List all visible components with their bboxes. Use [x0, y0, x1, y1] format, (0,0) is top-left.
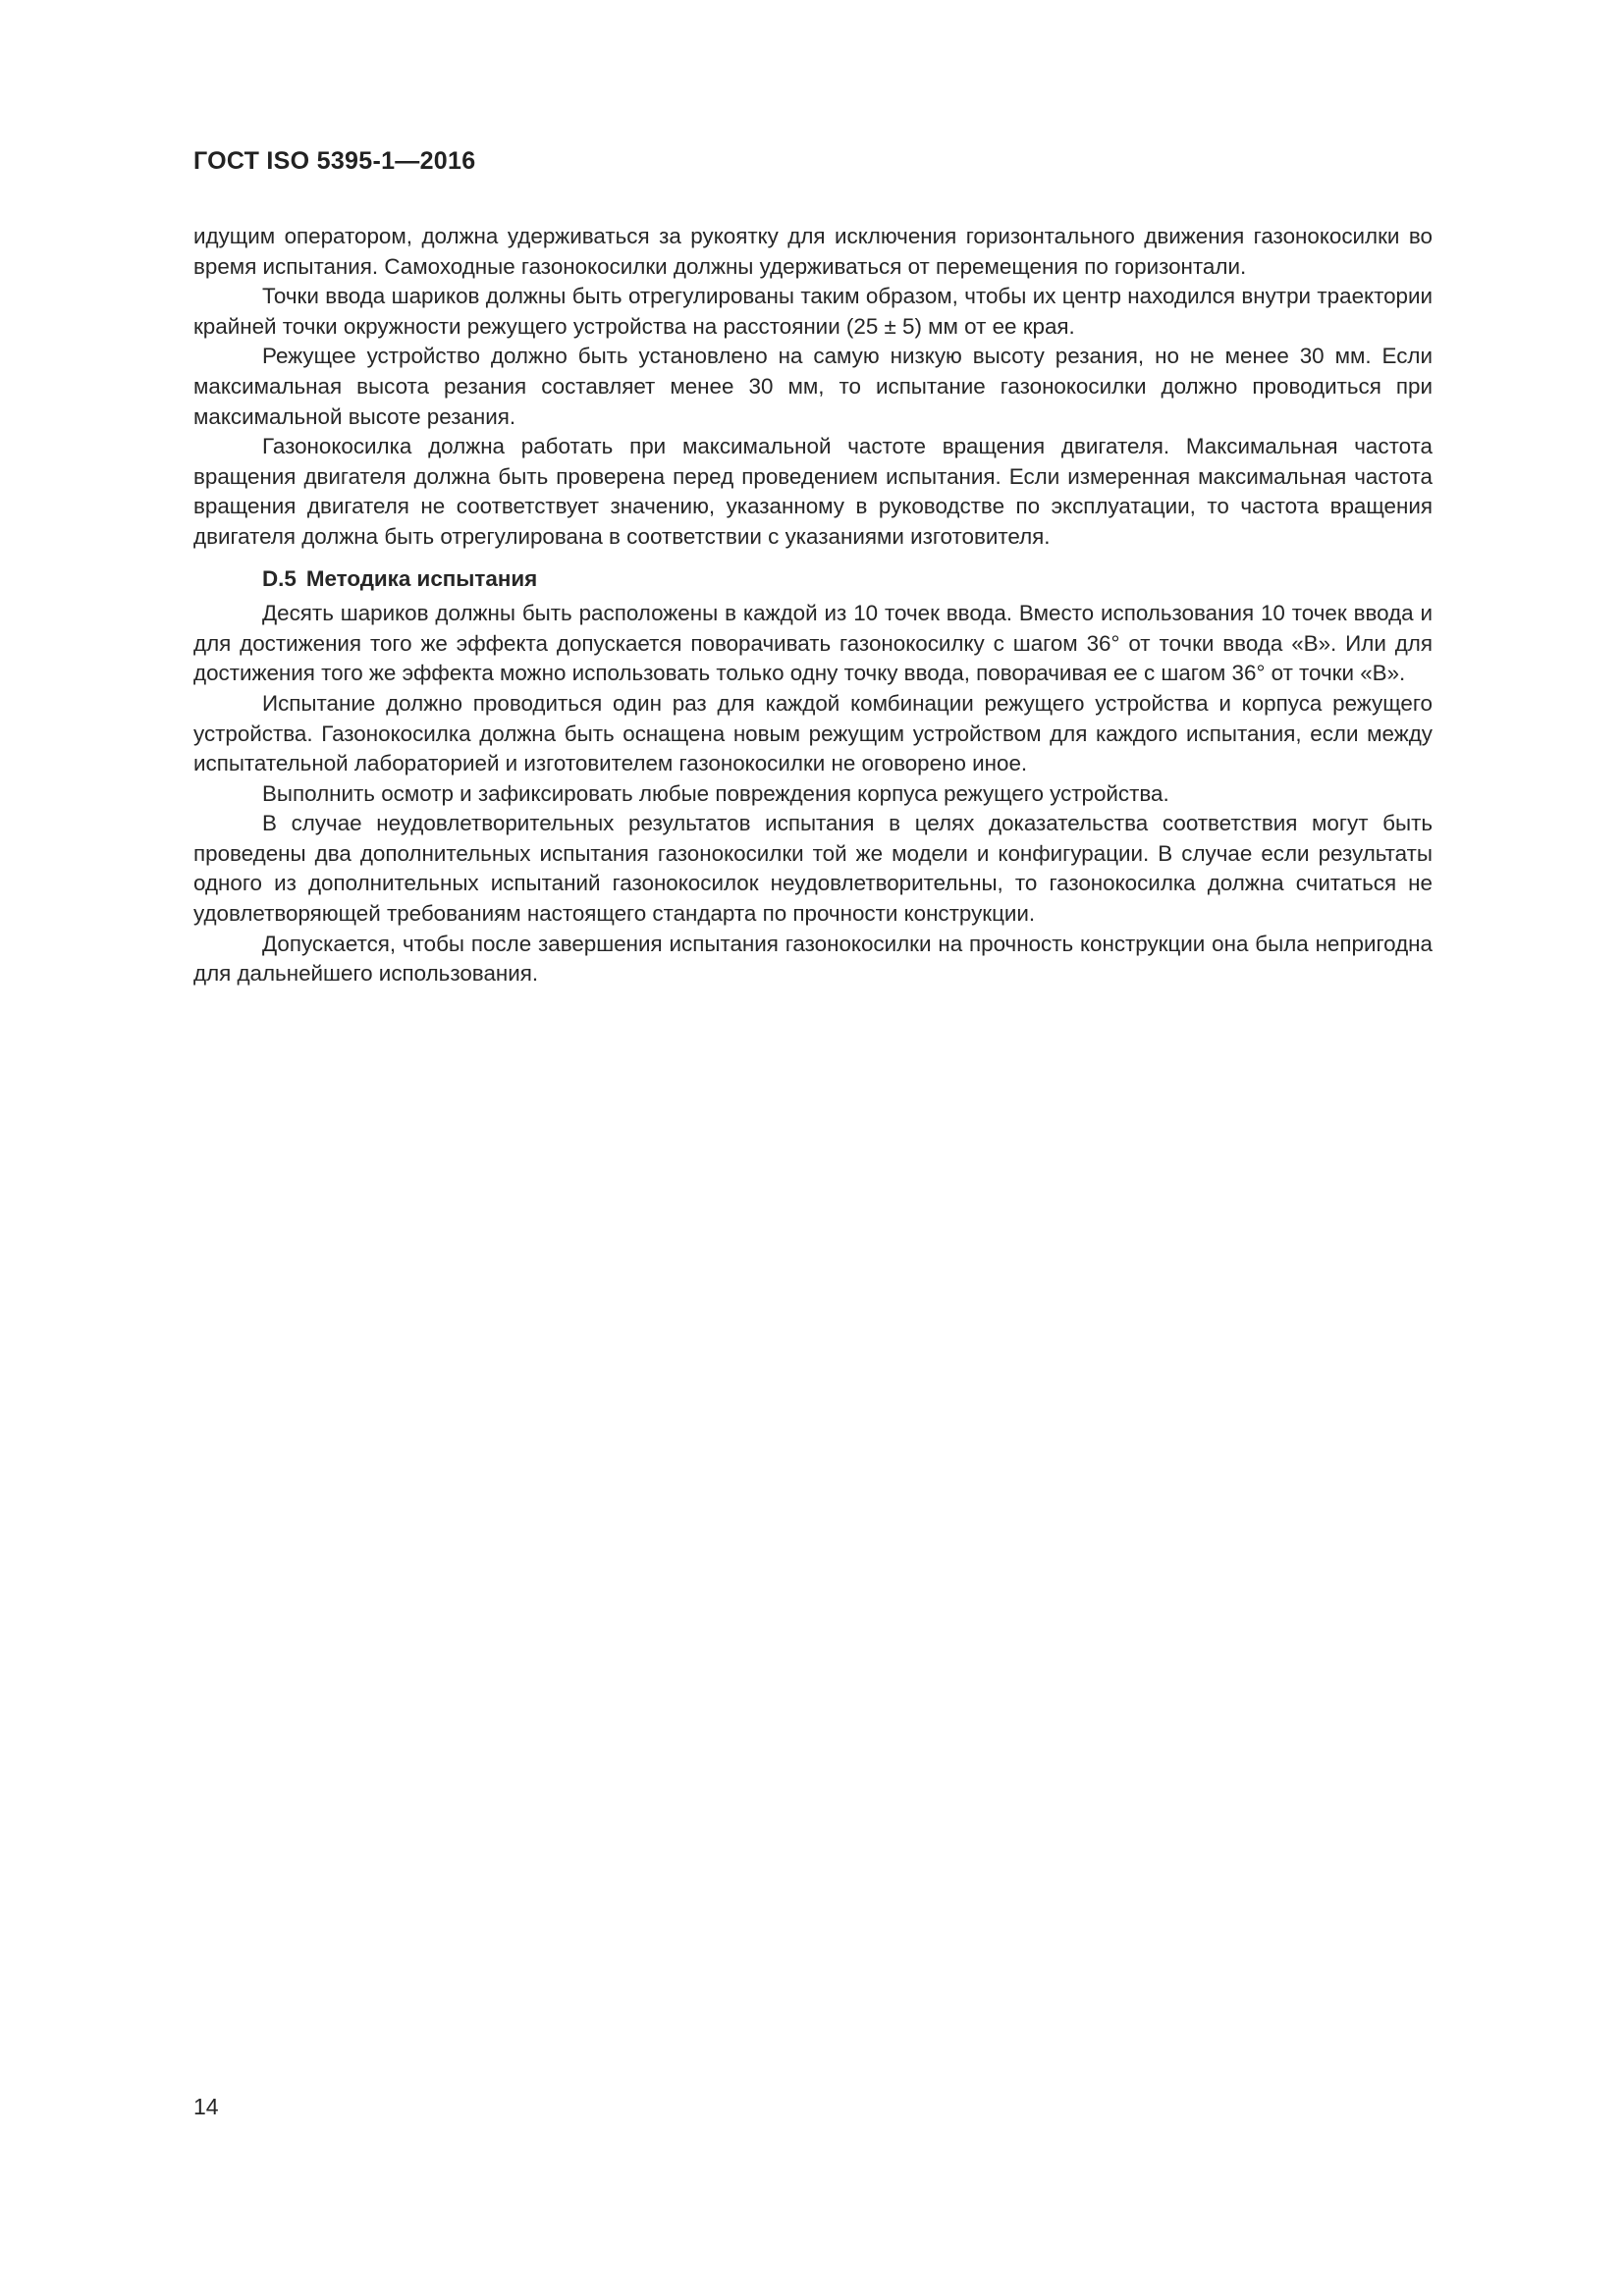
document-header: ГОСТ ISO 5395-1—2016: [193, 147, 476, 175]
paragraph: Испытание должно проводиться один раз для каждой комбинации режущего устройства и корпуса режущего устройства. Газонокосилка должна быть оснащена новым режущим устройством для каждого испытания, если между испытательной лабораторией и изготовителем газонокосилки не оговорено иное.: [193, 690, 1433, 776]
page-number: 14: [193, 2094, 219, 2119]
paragraph: Газонокосилка должна работать при максимальной частоте вращения двигателя. Максимальная частота вращения двигателя должна быть проверена перед проведением испытания. Если измеренная максимальная частота вращения двигателя не соответствует значению, указанному в руководстве по эксплуатации, то частота вращения двигателя должна быть отрегулирована в соответствии с указаниями изготовителя.: [193, 434, 1433, 549]
paragraph: Десять шариков должны быть расположены в каждой из 10 точек ввода. Вместо использования 10 точек ввода и для достижения того же эффекта допускается поворачивать газонокосилку с шагом 36° от точки ввода «В». Или для достижения того же эффекта можно использовать только одну точку ввода, поворачивая ее с шагом 36° от точки «В».: [193, 601, 1433, 686]
paragraph: Режущее устройство должно быть установлено на самую низкую высоту резания, но не менее 30 мм. Если максимальная высота резания составляет менее 30 мм, то испытание газонокосилки должно проводиться при максимальной высоте резания.: [193, 344, 1433, 429]
paragraph: Точки ввода шариков должны быть отрегулированы таким образом, чтобы их центр находился внутри траектории крайней точки окружности режущего устройства на расстоянии (25 ± 5) мм от ее края.: [193, 284, 1433, 339]
section-title: Методика испытания: [305, 565, 538, 591]
document-body: [193, 222, 1433, 989]
paragraph: Допускается, чтобы после завершения испытания газонокосилки на прочность конструкции она была непригодна для дальнейшего использования.: [193, 931, 1433, 987]
paragraph: Выполнить осмотр и зафиксировать любые повреждения корпуса режущего устройства.: [262, 780, 1169, 806]
section-heading: [193, 564, 1433, 595]
section-number: D.5: [262, 565, 297, 591]
paragraph-continuation: идущим оператором, должна удерживаться за рукоятку для исключения горизонтального движения газонокосилки во время испытания. Самоходные газонокосилки должны удерживаться от перемещения по горизонтали.: [193, 224, 1433, 279]
paragraph: В случае неудовлетворительных результатов испытания в целях доказательства соответствия могут быть проведены два дополнительных испытания газонокосилки той же модели и конфигурации. В случае если результаты одного из дополнительных испытаний газонокосилок неудовлетворительны, то газонокосилка должна считаться не удовлетворяющей требованиям настоящего стандарта по прочности конструкции.: [193, 811, 1433, 927]
